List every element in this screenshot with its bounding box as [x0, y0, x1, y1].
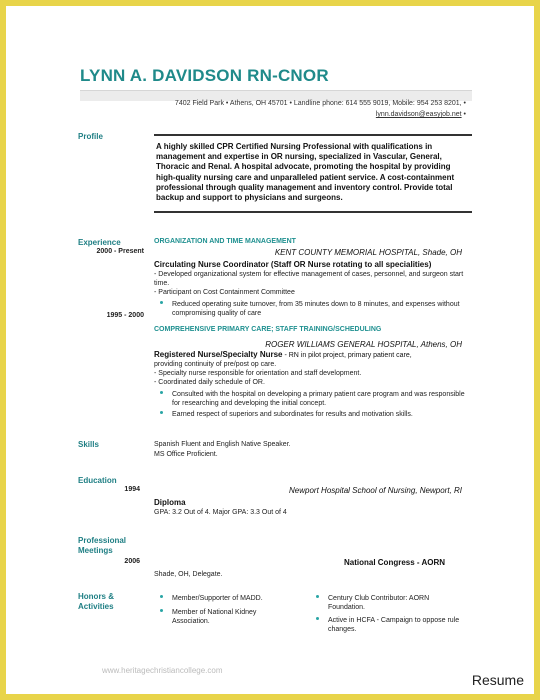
honor-left-2: Member of National Kidney Association. [160, 608, 290, 626]
contact-email-tail: • [463, 111, 466, 118]
honor-right-1: Century Club Contributor: AORN Foundation. [316, 594, 466, 612]
bullet-dot [160, 411, 163, 414]
candidate-name: LYNN A. DAVIDSON RN-CNOR [80, 66, 329, 85]
experience-details-1: - Developed organizational system for effective management of cases, personnel, and surgeon start time. - Participant on Cost Containment Committee [154, 271, 464, 296]
section-education: Education [78, 476, 117, 485]
profile-summary: A highly skilled CPR Certified Nursing Professional with qualifications in management and expertise in OR nursing, specialized in Vascular, General, Thoracic and Renal. A hospital advocate, promoting the hospital by providing high-quality nursing care and unparalleled patient service. A cost-containment professional through quality management and inventory control. Provide total backup and support to physicians and surgeons. [154, 134, 472, 213]
skill-item-2: MS Office Proficient. [154, 451, 218, 458]
experience-bullet-2-2: Earned respect of superiors and subordinates for results and motivation skills. [160, 410, 470, 419]
watermark-text: www.heritagechristiancollege.com [102, 666, 223, 675]
contact-email[interactable]: lynn.davidson@easyjob.net [375, 111, 462, 118]
experience-dates-1: 2000 - Present [96, 248, 144, 255]
experience-heading-1: ORGANIZATION AND TIME MANAGEMENT [154, 238, 296, 245]
meeting-year: 2006 [124, 558, 140, 565]
experience-bullet-1-1: Reduced operating suite turnover, from 35 minutes down to 8 minutes, and expenses without compromising quality of care [160, 300, 470, 318]
bullet-dot [160, 391, 163, 394]
experience-heading-2: COMPREHENSIVE PRIMARY CARE; STAFF TRAINING/SCHEDULING [154, 326, 382, 333]
footer-label: Resume [471, 672, 524, 688]
contact-address: 7402 Field Park • Athens, OH 45701 • Landline phone: 614 555 9019, Mobile: 954 253 8201, • [174, 100, 466, 107]
bullet-dot [316, 595, 319, 598]
experience-hospital-2: ROGER WILLIAMS GENERAL HOSPITAL, Athens, OH [265, 340, 462, 349]
section-profile: Profile [78, 132, 103, 141]
experience-hospital-1: KENT COUNTY MEMORIAL HOSPITAL, Shade, OH [274, 248, 462, 257]
honor-left-1: Member/Supporter of MADD. [160, 594, 290, 603]
experience-bullet-2-1: Consulted with the hospital on developing a primary patient care program and was responsible for researching and developing the initial concept. [160, 390, 470, 408]
bullet-dot [160, 595, 163, 598]
experience-dates-2: 1995 - 2000 [106, 312, 144, 319]
section-honors: Honors & Activities [78, 592, 114, 611]
section-experience: Experience [78, 238, 121, 247]
bullet-dot [316, 617, 319, 620]
experience-title-2: Registered Nurse/Specialty Nurse - RN in pilot project, primary patient care, [154, 350, 412, 359]
meeting-detail: Shade, OH, Delegate. [154, 571, 223, 578]
bullet-dot [160, 609, 163, 612]
bullet-dot [160, 301, 163, 304]
education-year: 1994 [124, 486, 140, 493]
section-skills: Skills [78, 440, 99, 449]
contact-block [175, 98, 466, 120]
education-school: Newport Hospital School of Nursing, Newport, RI [289, 486, 462, 495]
section-meetings: Professional Meetings [78, 536, 127, 555]
meeting-event: National Congress - AORN [344, 558, 446, 567]
experience-title-1: Circulating Nurse Coordinator (Staff OR Nurse rotating to all specialities) [154, 260, 432, 269]
education-degree: Diploma [154, 498, 186, 507]
experience-details-2: providing continuity of pre/post op care. - Specialty nurse responsible for orientation and staff development. - Coordinated daily schedule of OR. [154, 361, 362, 386]
education-gpa: GPA: 3.2 Out of 4. Major GPA: 3.3 Out of 4 [154, 509, 287, 516]
resume-page [6, 6, 534, 694]
honor-right-2: Active in HCFA - Campaign to oppose rule changes. [316, 616, 466, 634]
skill-item-1: Spanish Fluent and English Native Speaker. [154, 441, 291, 448]
